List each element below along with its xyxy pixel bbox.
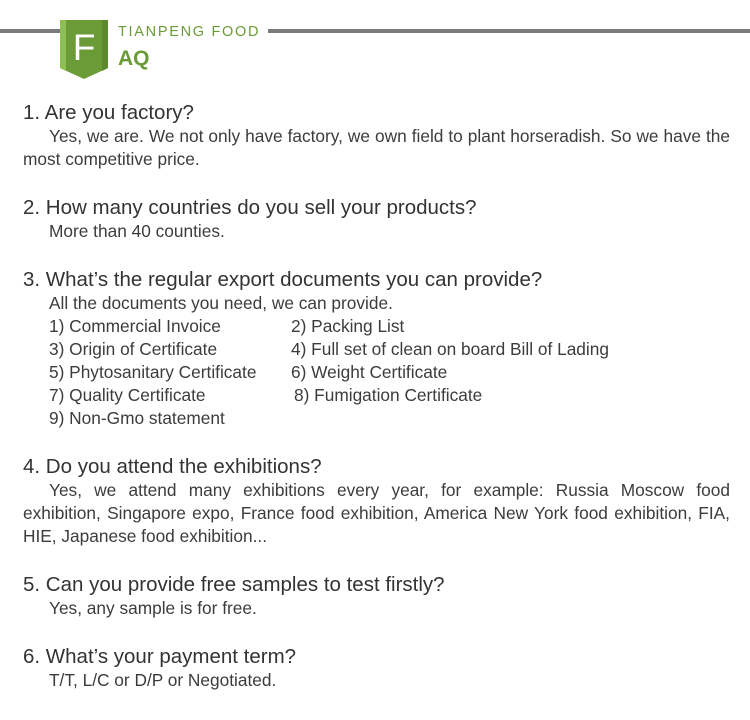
document-item: 3) Origin of Certificate — [49, 339, 218, 359]
faq-answer: Yes, we attend many exhibitions every year, for example: Russia Moscow food exhibition, Singapore expo, France food exhibition, America New York food exhibition, FIA, HIE, Japanese food exhibition... — [23, 480, 730, 546]
faq-item — [23, 268, 730, 430]
documents-row — [49, 361, 730, 384]
faq-item — [23, 101, 730, 171]
faq-item — [23, 196, 730, 243]
faq-answer: More than 40 counties. — [49, 221, 225, 241]
document-item: 4) Full set of clean on board Bill of Lading — [291, 339, 609, 359]
page-title: AQ — [118, 47, 150, 70]
faq-answer: All the documents you need, we can provide. — [49, 293, 393, 313]
documents-row — [49, 407, 730, 430]
faq-item — [23, 455, 730, 548]
header-rule-left — [0, 29, 60, 33]
document-item: 9) Non-Gmo statement — [49, 408, 225, 428]
documents-list — [23, 315, 730, 430]
document-item: 8) Fumigation Certificate — [294, 385, 483, 405]
badge-letter: F — [72, 27, 96, 68]
document-item: 7) Quality Certificate — [49, 385, 206, 405]
faq-list — [23, 101, 730, 717]
documents-row — [49, 315, 730, 338]
document-item: 1) Commercial Invoice — [49, 316, 221, 336]
faq-answer: T/T, L/C or D/P or Negotiated. — [49, 670, 277, 690]
faq-item — [23, 573, 730, 620]
faq-item — [23, 645, 730, 692]
header-rule-right — [268, 29, 750, 33]
faq-answer: Yes, we are. We not only have factory, we own field to plant horseradish. So we have the most competitive price. — [23, 126, 730, 169]
faq-question: 6. What’s your payment term? — [23, 645, 297, 668]
brand-name: TIANPENG FOOD — [118, 24, 261, 40]
faq-question: 2. How many countries do you sell your products? — [23, 196, 477, 219]
documents-row — [49, 338, 730, 361]
faq-badge — [60, 20, 108, 80]
faq-question: 1. Are you factory? — [23, 101, 194, 124]
documents-row — [49, 384, 730, 407]
faq-question: 5. Can you provide free samples to test firstly? — [23, 573, 445, 596]
faq-question: 3. What’s the regular export documents you can provide? — [23, 268, 543, 291]
document-item: 6) Weight Certificate — [291, 362, 448, 382]
faq-question: 4. Do you attend the exhibitions? — [23, 455, 322, 478]
document-item: 2) Packing List — [291, 316, 405, 336]
document-item: 5) Phytosanitary Certificate — [49, 362, 257, 382]
faq-answer: Yes, any sample is for free. — [49, 598, 257, 618]
faq-header — [0, 0, 750, 90]
